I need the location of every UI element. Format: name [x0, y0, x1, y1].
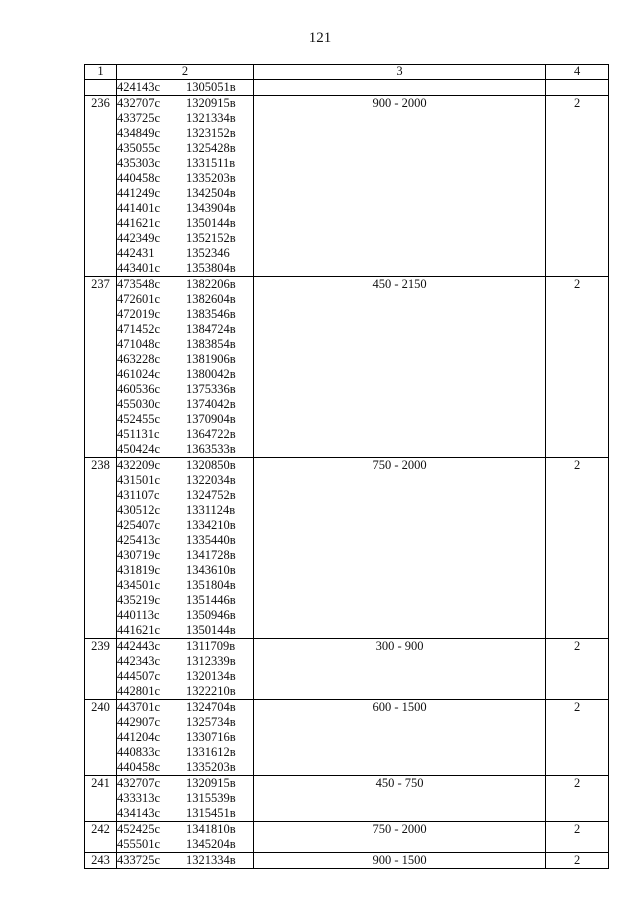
longitude-value: 1320915в: [185, 96, 236, 110]
coordinate-list: [116, 458, 253, 639]
latitude-value: 431819с: [116, 563, 161, 577]
coordinate-pair: [117, 837, 253, 852]
coordinate-pair: [117, 776, 253, 791]
latitude-value: 432707с: [116, 776, 161, 790]
longitude-value: 1322034в: [185, 473, 236, 487]
coordinate-list: [116, 822, 253, 853]
row-number: 241: [85, 776, 117, 822]
longitude-value: 1343610в: [185, 563, 236, 577]
latitude-value: 431107с: [116, 488, 160, 502]
coordinate-pair: [117, 261, 253, 276]
coordinate-pair: [117, 337, 253, 352]
latitude-value: 442907с: [116, 715, 161, 729]
category-value: 2: [546, 776, 609, 822]
longitude-value: 1331612в: [185, 745, 236, 759]
coordinate-pair: [117, 80, 253, 95]
longitude-value: 1381906в: [185, 352, 236, 366]
category-value: 2: [546, 639, 609, 700]
coordinate-list: [116, 80, 253, 96]
coordinate-pair: [117, 503, 253, 518]
coordinate-pair: [117, 277, 253, 292]
coordinate-pair: [117, 412, 253, 427]
latitude-value: 433725с: [116, 111, 161, 125]
longitude-value: 1315451в: [185, 806, 236, 820]
latitude-value: 435055с: [116, 141, 161, 155]
longitude-value: 1334210в: [185, 518, 236, 532]
depth-range: 750 - 2000: [253, 822, 545, 853]
longitude-value: 1324704в: [185, 700, 236, 714]
depth-range: 900 - 1500: [253, 853, 545, 869]
coordinate-pair: [117, 458, 253, 473]
latitude-value: 432707с: [116, 96, 161, 110]
latitude-value: 435303с: [116, 156, 161, 170]
longitude-value: 1364722в: [185, 427, 236, 441]
coordinates-table: [84, 64, 609, 869]
longitude-value: 1331511в: [185, 156, 236, 170]
coordinate-pair: [117, 427, 253, 442]
latitude-value: 452425с: [116, 822, 161, 836]
latitude-value: 451131с: [116, 427, 160, 441]
category-value: 2: [546, 822, 609, 853]
latitude-value: 441401с: [116, 201, 161, 215]
column-header-3: 3: [253, 65, 545, 80]
coordinate-pair: [117, 518, 253, 533]
longitude-value: 1335440в: [185, 533, 236, 547]
longitude-value: 1351804в: [185, 578, 236, 592]
depth-range: 900 - 2000: [253, 96, 545, 277]
table-row: [85, 639, 609, 700]
depth-range: 750 - 2000: [253, 458, 545, 639]
coordinate-pair: [117, 806, 253, 821]
page-number: 121: [308, 30, 332, 46]
coordinate-pair: [117, 760, 253, 775]
latitude-value: 440113с: [116, 608, 160, 622]
latitude-value: 442343с: [116, 654, 161, 668]
latitude-value: 473548с: [116, 277, 161, 291]
coordinate-pair: [117, 639, 253, 654]
longitude-value: 1320915в: [185, 776, 236, 790]
longitude-value: 1353804в: [185, 261, 236, 275]
latitude-value: 424143с: [116, 80, 161, 94]
latitude-value: 441249с: [116, 186, 161, 200]
latitude-value: 441621с: [116, 216, 161, 230]
coordinate-list: [116, 853, 253, 869]
column-header-4: 4: [546, 65, 609, 80]
longitude-value: 1380042в: [185, 367, 236, 381]
longitude-value: 1341810в: [185, 822, 236, 836]
coordinate-pair: [117, 156, 253, 171]
latitude-value: 472019с: [116, 307, 161, 321]
table-row: [85, 458, 609, 639]
longitude-value: 1382206в: [185, 277, 236, 291]
coordinate-list: [116, 776, 253, 822]
longitude-value: 1342504в: [185, 186, 236, 200]
coordinate-pair: [117, 126, 253, 141]
latitude-value: 434849с: [116, 126, 161, 140]
coordinate-pair: [117, 216, 253, 231]
coordinate-pair: [117, 578, 253, 593]
latitude-value: 443401с: [116, 261, 161, 275]
longitude-value: 1370904в: [185, 412, 236, 426]
latitude-value: 442801с: [116, 684, 161, 698]
longitude-value: 1325428в: [185, 141, 236, 155]
longitude-value: 1321334в: [185, 853, 236, 867]
table-row: [85, 277, 609, 458]
latitude-value: 440458с: [116, 171, 161, 185]
longitude-value: 1311709в: [185, 639, 236, 653]
coordinate-pair: [117, 201, 253, 216]
coordinate-pair: [117, 669, 253, 684]
coordinate-pair: [117, 654, 253, 669]
longitude-value: 1350144в: [185, 216, 236, 230]
longitude-value: 1325734в: [185, 715, 236, 729]
coordinate-pair: [117, 442, 253, 457]
coordinate-pair: [117, 488, 253, 503]
latitude-value: 452455с: [116, 412, 161, 426]
latitude-value: 425407с: [116, 518, 161, 532]
coordinate-list: [116, 700, 253, 776]
row-number: 239: [85, 639, 117, 700]
longitude-value: 1384724в: [185, 322, 236, 336]
column-header-1: 1: [85, 65, 117, 80]
longitude-value: 1350946в: [185, 608, 236, 622]
longitude-value: 1382604в: [185, 292, 236, 306]
coordinate-pair: [117, 608, 253, 623]
coordinate-pair: [117, 292, 253, 307]
longitude-value: 1321334в: [185, 111, 236, 125]
table-row: [85, 96, 609, 277]
category-value: 2: [546, 700, 609, 776]
latitude-value: 463228с: [116, 352, 161, 366]
row-number: 236: [85, 96, 117, 277]
coordinate-pair: [117, 593, 253, 608]
category-value: 2: [546, 277, 609, 458]
latitude-value: 460536с: [116, 382, 161, 396]
coordinate-list: [116, 639, 253, 700]
latitude-value: 440458с: [116, 760, 161, 774]
table-row: [85, 822, 609, 853]
coordinate-pair: [117, 473, 253, 488]
coordinate-pair: [117, 563, 253, 578]
coordinate-pair: [117, 111, 253, 126]
coordinate-pair: [117, 96, 253, 111]
latitude-value: 441621с: [116, 623, 161, 637]
latitude-value: 443701с: [116, 700, 161, 714]
coordinate-pair: [117, 623, 253, 638]
row-number: 240: [85, 700, 117, 776]
coordinate-pair: [117, 352, 253, 367]
latitude-value: 442349с: [116, 231, 161, 245]
longitude-value: 1383854в: [185, 337, 236, 351]
row-number: 242: [85, 822, 117, 853]
latitude-value: 440833с: [116, 745, 161, 759]
coordinate-pair: [117, 700, 253, 715]
coordinate-pair: [117, 367, 253, 382]
category-value: 2: [546, 96, 609, 277]
depth-range: 450 - 750: [253, 776, 545, 822]
longitude-value: 1305051в: [185, 80, 236, 94]
table-row: [85, 776, 609, 822]
table-header-row: [85, 65, 609, 80]
longitude-value: 1350144в: [185, 623, 236, 637]
longitude-value: 1345204в: [185, 837, 236, 851]
coordinate-pair: [117, 730, 253, 745]
latitude-value: 442431: [116, 246, 155, 260]
row-number: 237: [85, 277, 117, 458]
coordinate-pair: [117, 533, 253, 548]
longitude-value: 1322210в: [185, 684, 236, 698]
longitude-value: 1315539в: [185, 791, 236, 805]
longitude-value: 1363533в: [185, 442, 236, 456]
coordinate-pair: [117, 548, 253, 563]
longitude-value: 1351446в: [185, 593, 236, 607]
latitude-value: 433313с: [116, 791, 161, 805]
latitude-value: 441204с: [116, 730, 161, 744]
latitude-value: 430512с: [116, 503, 161, 517]
latitude-value: 442443с: [116, 639, 161, 653]
longitude-value: 1352152в: [185, 231, 236, 245]
longitude-value: 1374042в: [185, 397, 236, 411]
latitude-value: 461024с: [116, 367, 161, 381]
coordinate-pair: [117, 397, 253, 412]
longitude-value: 1330716в: [185, 730, 236, 744]
longitude-value: 1335203в: [185, 171, 236, 185]
longitude-value: 1324752в: [185, 488, 236, 502]
depth-range: 300 - 900: [253, 639, 545, 700]
column-header-2: 2: [116, 65, 253, 80]
coordinate-pair: [117, 231, 253, 246]
longitude-value: 1320850в: [185, 458, 236, 472]
latitude-value: 472601с: [116, 292, 161, 306]
coordinate-pair: [117, 382, 253, 397]
coordinate-pair: [117, 791, 253, 806]
longitude-value: 1323152в: [185, 126, 236, 140]
latitude-value: 433725с: [116, 853, 161, 867]
longitude-value: 1320134в: [185, 669, 236, 683]
latitude-value: 430719с: [116, 548, 161, 562]
latitude-value: 435219с: [116, 593, 161, 607]
table-row: [85, 700, 609, 776]
latitude-value: 455030с: [116, 397, 161, 411]
latitude-value: 471452с: [116, 322, 161, 336]
latitude-value: 434501с: [116, 578, 161, 592]
latitude-value: 455501с: [116, 837, 161, 851]
coordinate-pair: [117, 322, 253, 337]
latitude-value: 434143с: [116, 806, 161, 820]
continuation-row: [85, 80, 609, 96]
coordinate-pair: [117, 171, 253, 186]
latitude-value: 450424с: [116, 442, 161, 456]
longitude-value: 1312339в: [185, 654, 236, 668]
coordinate-pair: [117, 684, 253, 699]
longitude-value: 1343904в: [185, 201, 236, 215]
longitude-value: 1383546в: [185, 307, 236, 321]
category-value: 2: [546, 458, 609, 639]
depth-range: 450 - 2150: [253, 277, 545, 458]
longitude-value: 1341728в: [185, 548, 236, 562]
coordinate-pair: [117, 715, 253, 730]
latitude-value: 444507с: [116, 669, 161, 683]
coordinate-pair: [117, 853, 253, 868]
row-number: 243: [85, 853, 117, 869]
longitude-value: 1375336в: [185, 382, 236, 396]
coordinate-pair: [117, 246, 253, 261]
latitude-value: 425413с: [116, 533, 161, 547]
coordinate-pair: [117, 307, 253, 322]
coordinate-pair: [117, 822, 253, 837]
depth-range: 600 - 1500: [253, 700, 545, 776]
coordinate-list: [116, 96, 253, 277]
coordinate-pair: [117, 141, 253, 156]
category-value: 2: [546, 853, 609, 869]
coordinate-list: [116, 277, 253, 458]
longitude-value: 1331124в: [185, 503, 236, 517]
longitude-value: 1352346: [185, 246, 230, 260]
table-row: [85, 853, 609, 869]
latitude-value: 431501с: [116, 473, 161, 487]
longitude-value: 1335203в: [185, 760, 236, 774]
coordinate-pair: [117, 186, 253, 201]
latitude-value: 432209с: [116, 458, 161, 472]
row-number: 238: [85, 458, 117, 639]
coordinate-pair: [117, 745, 253, 760]
latitude-value: 471048с: [116, 337, 161, 351]
